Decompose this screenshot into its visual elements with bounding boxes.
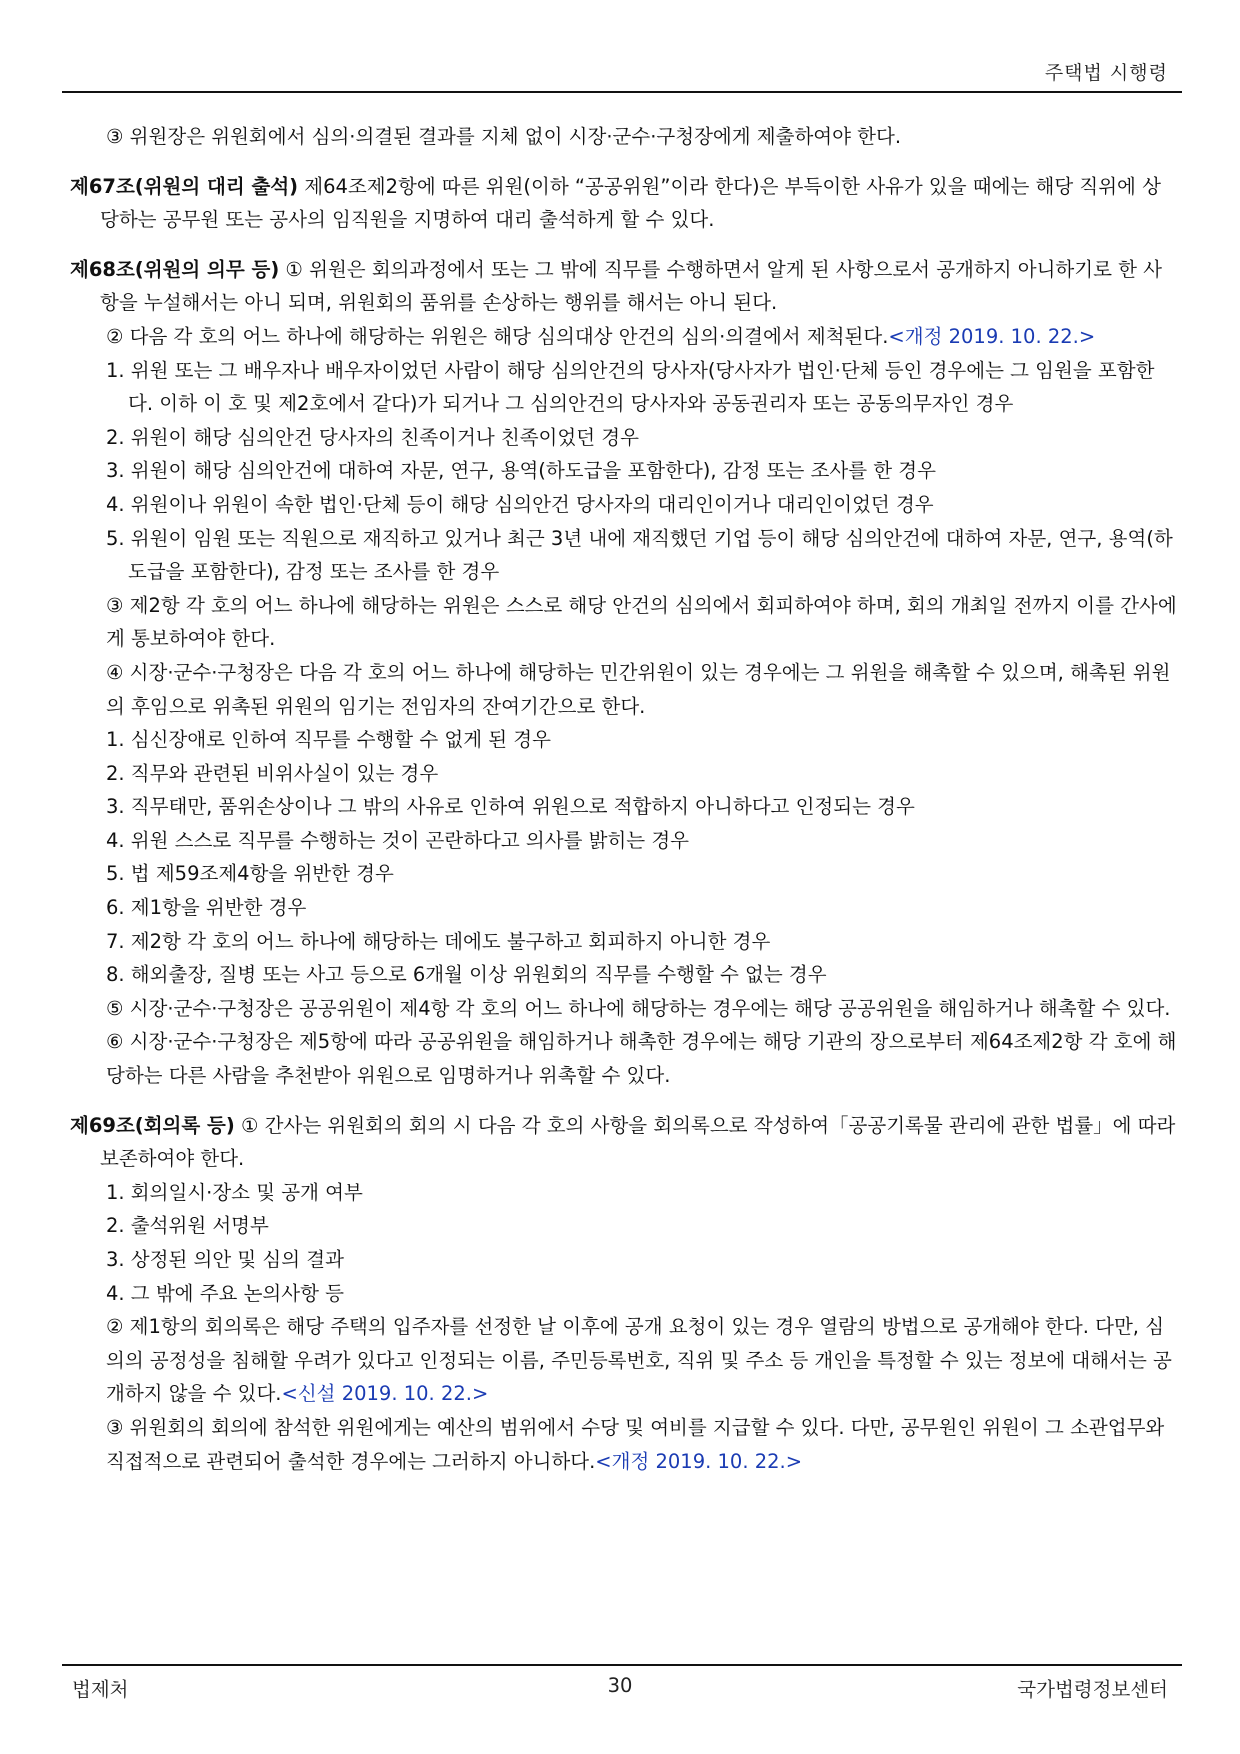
amendment-note: <개정 2019. 10. 22.> <box>888 324 1096 348</box>
footer-source: 국가법령정보센터 <box>1017 1678 1168 1701</box>
list-item: 3. 위원이 해당 심의안건에 대하여 자문, 연구, 용역(하도급을 포함한다), 감정 또는 조사를 한 경우 <box>106 459 936 483</box>
list-item: 4. 위원이나 위원이 속한 법인·단체 등이 해당 심의안건 당사자의 대리인이거나 대리인이었던 경우 <box>106 492 934 516</box>
paragraph-text: ③ 위원회의 회의에 참석한 위원에게는 예산의 범위에서 수당 및 여비를 지급할 수 있다. 다만, 공무원인 위원이 그 소관업무와 직접적으로 관련되어 출석한 경우에는 그러하지 아니하다. <box>106 1415 1165 1473</box>
article-68-paragraph-5: ⑤ 시장·군수·구청장은 공공위원이 제4항 각 호의 어느 하나에 해당하는 경우에는 해당 공공위원을 해임하거나 해촉할 수 있다. <box>106 996 1171 1020</box>
footer-divider <box>62 1664 1182 1666</box>
document-header-title: 주택법 시행령 <box>1044 62 1168 84</box>
article-68-paragraph-1: ① 위원은 회의과정에서 또는 그 밖에 직무를 수행하면서 알게 된 사항으로서 공개하지 아니하기로 한 사항을 누설해서는 아니 되며, 위원회의 품위를 손상하는 행위를 해서는 아니 된다. <box>100 257 1163 315</box>
article-69 <box>70 1109 1178 1176</box>
article-67-heading: 제67조(위원의 대리 출석) <box>70 174 299 198</box>
header-divider <box>62 91 1182 93</box>
list-item: 5. 위원이 임원 또는 직원으로 재직하고 있거나 최근 3년 내에 재직했던 기업 등이 해당 심의안건에 대하여 자문, 연구, 용역(하도급을 포함한다), 감정 또는 조사를 한 경우 <box>106 526 1173 584</box>
page-number: 30 <box>607 1674 633 1697</box>
list-item: 3. 직무태만, 품위손상이나 그 밖의 사유로 인하여 위원으로 적합하지 아니하다고 인정되는 경우 <box>106 795 915 819</box>
list-item: 6. 제1항을 위반한 경우 <box>106 896 307 920</box>
list-item: 1. 위원 또는 그 배우자나 배우자이었던 사람이 해당 심의안건의 당사자(당사자가 법인·단체 등인 경우에는 그 임원을 포함한다. 이하 이 호 및 제2호에서 같다)가 되거나 그 심의안건의 당사자와 공동권리자 또는 공동의무자인 경우 <box>106 358 1155 416</box>
list-item: 1. 심신장애로 인하여 직무를 수행할 수 없게 된 경우 <box>106 728 551 752</box>
list-item: 2. 위원이 해당 심의안건 당사자의 친족이거나 친족이었던 경우 <box>106 425 639 449</box>
list-item: 7. 제2항 각 호의 어느 하나에 해당하는 데에도 불구하고 회피하지 아니한 경우 <box>106 929 771 953</box>
article-68-paragraph-2 <box>70 320 1178 354</box>
article-67-text: 제64조제2항에 따른 위원(이하 “공공위원”이라 한다)은 부득이한 사유가 있을 때에는 해당 직위에 상당하는 공무원 또는 공사의 임직원을 지명하여 대리 출석하게 할 수 있다. <box>100 174 1161 232</box>
article-68-paragraph-6: ⑥ 시장·군수·구청장은 제5항에 따라 공공위원을 해임하거나 해촉한 경우에는 해당 기관의 장으로부터 제64조제2항 각 호에 해당하는 다른 사람을 추천받아 위원으로 임명하거나 위촉할 수 있다. <box>106 1030 1177 1088</box>
list-item: 2. 직무와 관련된 비위사실이 있는 경우 <box>106 761 439 785</box>
list-item: 2. 출석위원 서명부 <box>106 1214 269 1238</box>
article-68-paragraph-4: ④ 시장·군수·구청장은 다음 각 호의 어느 하나에 해당하는 민간위원이 있는 경우에는 그 위원을 해촉할 수 있으며, 해촉된 위원의 후임으로 위촉된 위원의 임기는 전임자의 잔여기간으로 한다. <box>106 660 1171 718</box>
list-item: 5. 법 제59조제4항을 위반한 경우 <box>106 862 394 886</box>
article-69-paragraph-3 <box>70 1411 1178 1478</box>
list-item: 4. 그 밖에 주요 논의사항 등 <box>106 1281 344 1305</box>
article-69-paragraph-2 <box>70 1310 1178 1411</box>
list-item: 8. 해외출장, 질병 또는 사고 등으로 6개월 이상 위원회의 직무를 수행할 수 없는 경우 <box>106 963 827 987</box>
article-66-paragraph-3: ③ 위원장은 위원회에서 심의·의결된 결과를 지체 없이 시장·군수·구청장에게 제출하여야 한다. <box>106 125 902 148</box>
amendment-note: <개정 2019. 10. 22.> <box>595 1449 803 1473</box>
amendment-note: <신설 2019. 10. 22.> <box>281 1382 489 1406</box>
article-68-heading: 제68조(위원의 의무 등) <box>70 257 280 281</box>
article-68 <box>70 253 1178 320</box>
footer-publisher: 법제처 <box>72 1678 129 1701</box>
document-body <box>70 120 1178 1478</box>
article-69-paragraph-1: ① 간사는 위원회의 회의 시 다음 각 호의 사항을 회의록으로 작성하여「공공기록물 관리에 관한 법률」에 따라 보존하여야 한다. <box>100 1113 1176 1171</box>
list-item: 3. 상정된 의안 및 심의 결과 <box>106 1248 344 1271</box>
paragraph-text: ② 다음 각 호의 어느 하나에 해당하는 위원은 해당 심의대상 안건의 심의·의결에서 제척된다. <box>106 324 889 348</box>
list-item: 1. 회의일시·장소 및 공개 여부 <box>106 1180 363 1204</box>
article-68-paragraph-3: ③ 제2항 각 호의 어느 하나에 해당하는 위원은 스스로 해당 안건의 심의에서 회피하여야 하며, 회의 개최일 전까지 이를 간사에게 통보하여야 한다. <box>106 593 1177 651</box>
paragraph-text: ② 제1항의 회의록은 해당 주택의 입주자를 선정한 날 이후에 공개 요청이 있는 경우 열람의 방법으로 공개해야 한다. 다만, 심의의 공정성을 침해할 우려가 있다고 인정되는 이름, 주민등록번호, 직위 및 주소 등 개인을 특정할 수 있는 정보에 대해서는 공개하지 않을 수 있다. <box>106 1315 1172 1406</box>
article-67 <box>70 170 1178 237</box>
article-69-heading: 제69조(회의록 등) <box>70 1113 235 1137</box>
list-item: 4. 위원 스스로 직무를 수행하는 것이 곤란하다고 의사를 밝히는 경우 <box>106 828 689 852</box>
